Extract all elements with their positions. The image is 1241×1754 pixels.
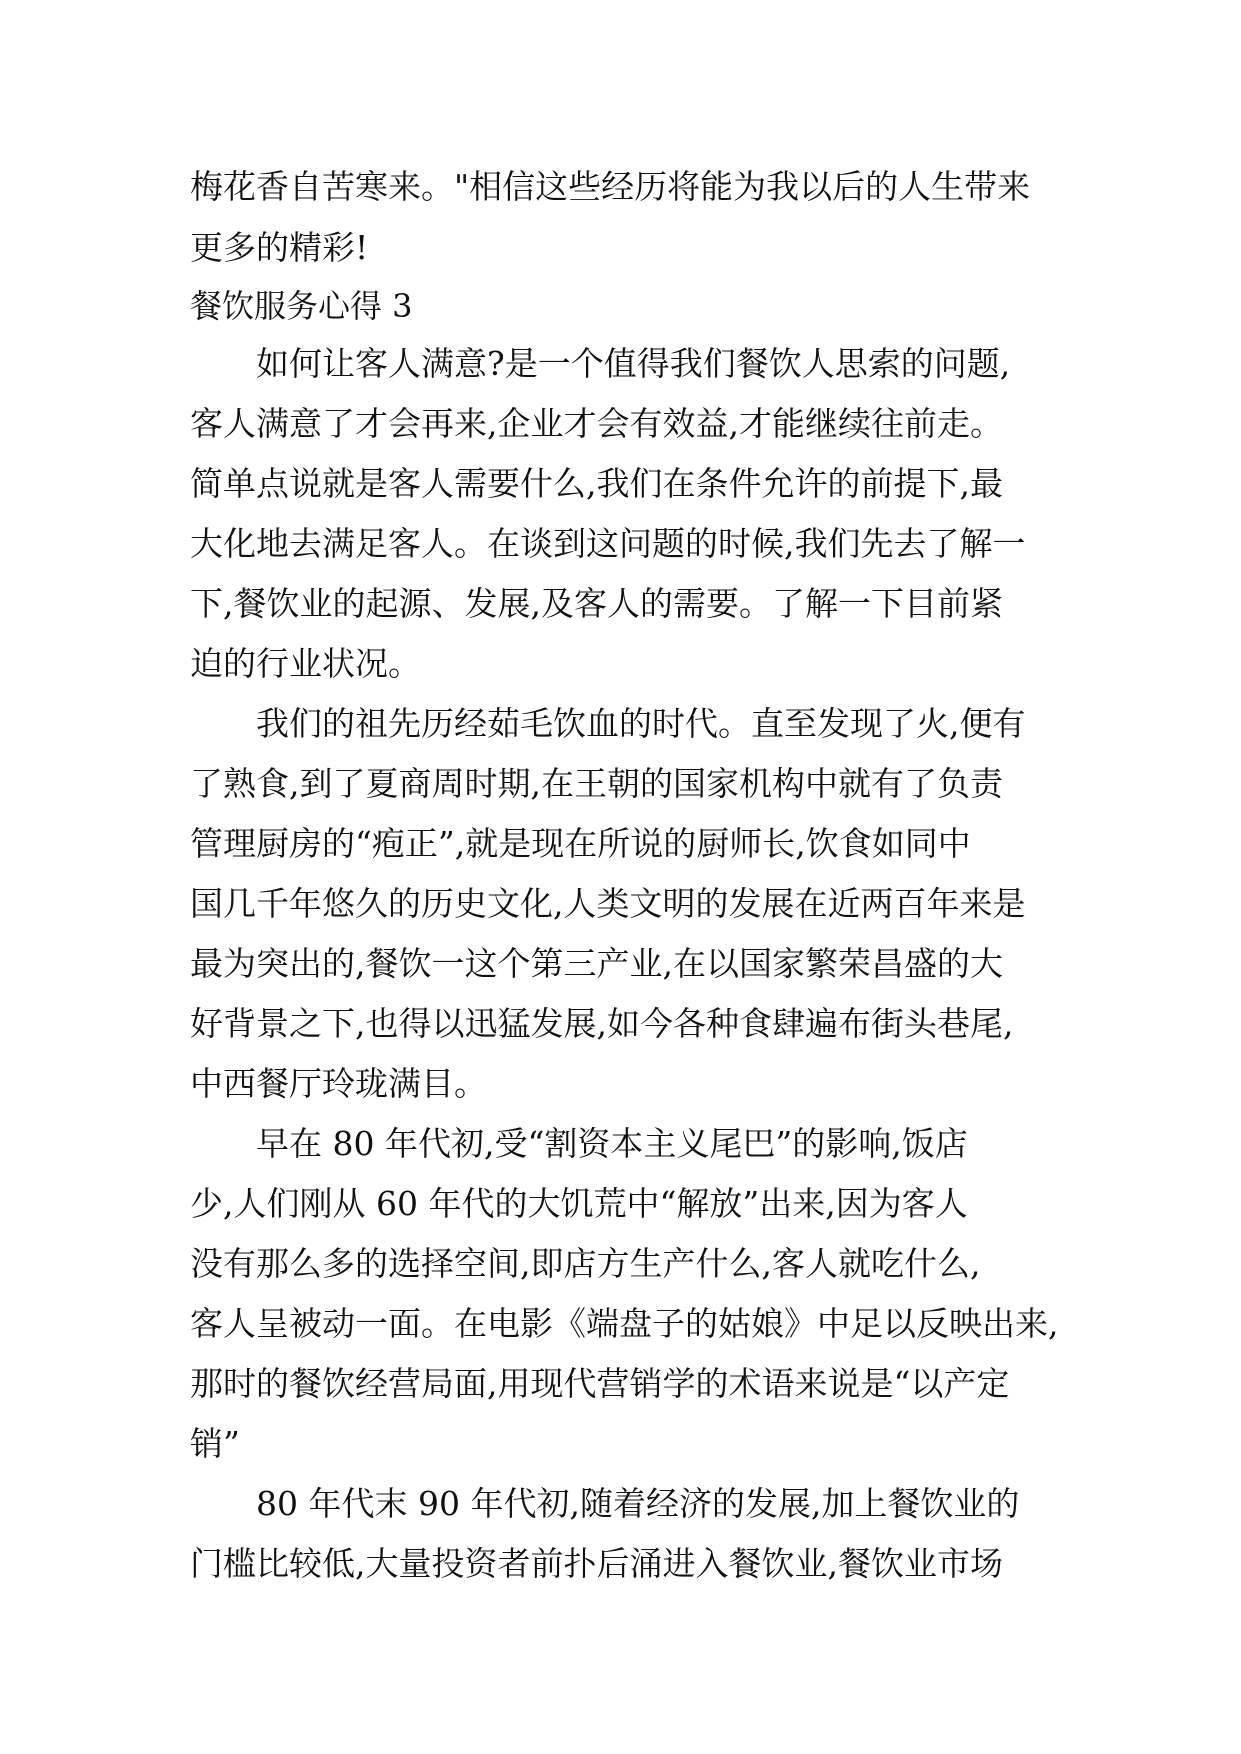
text-line: 没有那么多的选择空间,即店方生产什么,客人就吃什么,	[190, 1244, 981, 1283]
text-line: 下,餐饮业的起源、发展,及客人的需要。了解一下目前紧	[190, 584, 1003, 623]
paragraph-first-line: 早在 80 年代初,受“割资本主义尾巴”的影响,饭店	[256, 1124, 968, 1163]
text-line: 好背景之下,也得以迅猛发展,如今各种食肆遍布街头巷尾,	[190, 1004, 1014, 1043]
paragraph-first-line: 如何让客人满意?是一个值得我们餐饮人思索的问题,	[256, 344, 1011, 383]
text-line: 国几千年悠久的历史文化,人类文明的发展在近两百年来是	[190, 884, 1026, 923]
text-line: 更多的精彩!	[190, 228, 369, 267]
text-line: 最为突出的,餐饮一这个第三产业,在以国家繁荣昌盛的大	[190, 944, 1003, 983]
text-line: 中西餐厅玲珑满目。	[190, 1064, 487, 1103]
text-line: 销”	[190, 1424, 240, 1463]
text-line: 迫的行业状况。	[190, 644, 421, 683]
text-line: 梅花香自苦寒来。"相信这些经历将能为我以后的人生带来	[190, 167, 1031, 206]
text-line: 门槛比较低,大量投资者前扑后涌进入餐饮业,餐饮业市场	[190, 1544, 1003, 1583]
text-line: 客人满意了才会再来,企业才会有效益,才能继续往前走。	[190, 404, 1003, 443]
paragraph-first-line: 80 年代末 90 年代初,随着经济的发展,加上餐饮业的	[256, 1484, 1020, 1523]
text-line: 那时的餐饮经营局面,用现代营销学的术语来说是“以产定	[190, 1364, 1010, 1403]
text-line: 大化地去满足客人。在谈到这问题的时候,我们先去了解一	[190, 524, 1026, 563]
text-line: 客人呈被动一面。在电影《端盘子的姑娘》中足以反映出来,	[190, 1304, 1059, 1343]
text-line: 管理厨房的“疱正”,就是现在所说的厨师长,饮食如同中	[190, 824, 971, 863]
section-heading: 餐饮服务心得 3	[190, 287, 413, 325]
text-line: 简单点说就是客人需要什么,我们在条件允许的前提下,最	[190, 464, 1003, 503]
paragraph-first-line: 我们的祖先历经茹毛饮血的时代。直至发现了火,便有	[256, 704, 1026, 743]
text-line: 少,人们刚从 60 年代的大饥荒中“解放”出来,因为客人	[190, 1184, 968, 1223]
text-line: 了熟食,到了夏商周时期,在王朝的国家机构中就有了负责	[190, 764, 1003, 803]
